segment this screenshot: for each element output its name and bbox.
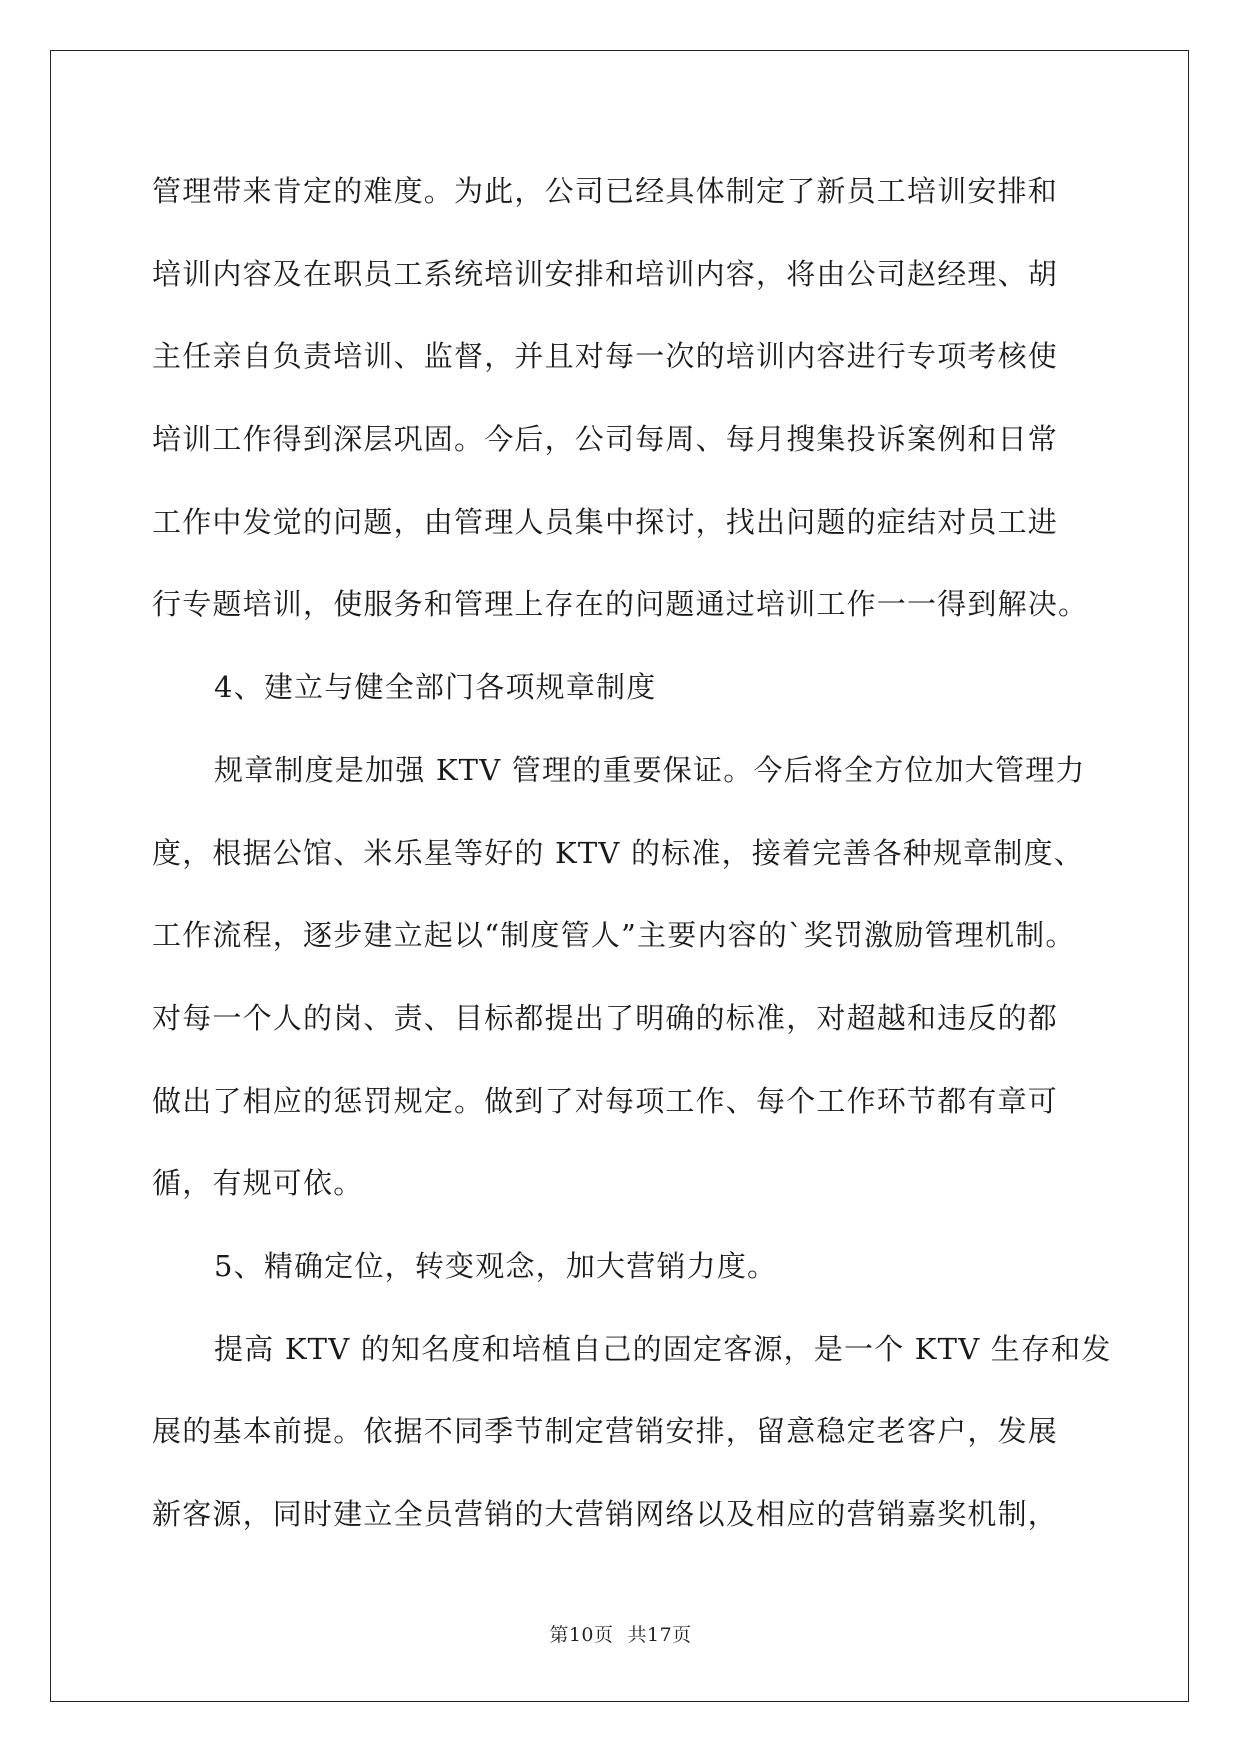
text-line: 主任亲自负责培训、监督，并且对每一次的培训内容进行专项考核使 (152, 339, 1059, 374)
text-line: 度，根据公馆、米乐星等好的 KTV 的标准，接着完善各种规章制度、 (152, 835, 1084, 870)
text-line: 规章制度是加强 KTV 管理的重要保证。今后将全方位加大管理力 (214, 752, 1086, 787)
text-line: 提高 KTV 的知名度和培植自己的固定客源，是一个 KTV 生存和发 (214, 1331, 1112, 1366)
section-heading: 4、建立与健全部门各项规章制度 (214, 670, 657, 705)
text-line: 循，有规可依。 (152, 1166, 364, 1201)
text-line: 工作流程，逐步建立起以“制度管人”主要内容的`奖罚激励管理机制。 (152, 918, 1076, 953)
text-line: 管理带来肯定的难度。为此，公司已经具体制定了新员工培训安排和 (152, 174, 1059, 208)
section-heading: 5、精确定位，转变观念，加大营销力度。 (214, 1248, 778, 1283)
text-line: 新客源，同时建立全员营销的大营销网络以及相应的营销嘉奖机制， (152, 1497, 1059, 1531)
text-line: 展的基本前提。依据不同季节制定营销安排，留意稳定老客户，发展 (152, 1414, 1059, 1449)
text-line: 培训内容及在职员工系统培训安排和培训内容，将由公司赵经理、胡 (152, 256, 1059, 291)
text-line: 培训工作得到深层巩固。今后，公司每周、每月搜集投诉案例和日常 (152, 422, 1059, 457)
page-footer (0, 1620, 1241, 1647)
page-total: 共17页 (627, 1624, 692, 1646)
text-line: 对每一个人的岗、责、目标都提出了明确的标准，对超越和违反的都 (152, 1000, 1059, 1035)
page-number: 第10页 (549, 1624, 614, 1646)
text-line: 工作中发觉的问题，由管理人员集中探讨，找出问题的症结对员工进 (152, 504, 1059, 539)
text-line: 做出了相应的惩罚规定。做到了对每项工作、每个工作环节都有章可 (152, 1083, 1059, 1118)
text-line: 行专题培训，使服务和管理上存在的问题通过培训工作一一得到解决。 (152, 587, 1089, 622)
document-body (152, 158, 1112, 1564)
